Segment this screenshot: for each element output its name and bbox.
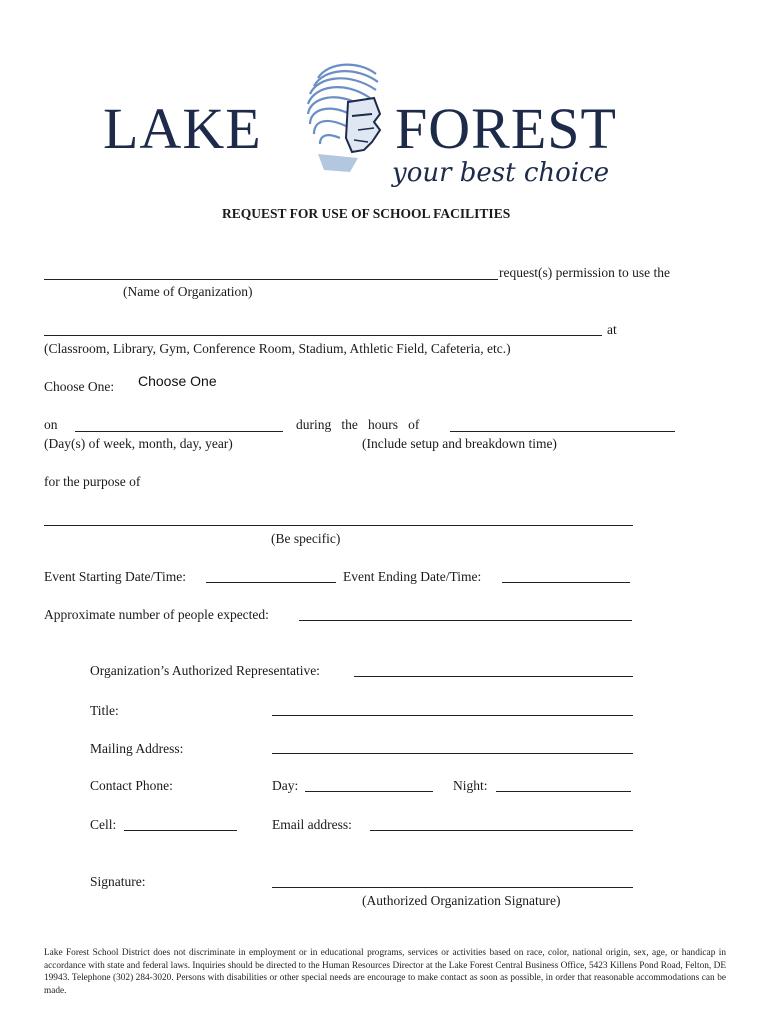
choose-one-label: Choose One: [44, 379, 115, 394]
mailing-address-field[interactable] [272, 753, 633, 754]
cell-field[interactable] [124, 830, 237, 831]
request-permission-text: request(s) permission to use the [499, 265, 670, 280]
cell-label: Cell: [90, 817, 117, 832]
event-start-label: Event Starting Date/Time: [44, 569, 186, 584]
title-label: Title: [90, 703, 119, 718]
facility-caption: (Classroom, Library, Gym, Conference Room, Stadium, Athletic Field, Cafeteria, etc.) [44, 341, 511, 356]
event-end-label: Event Ending Date/Time: [343, 569, 482, 584]
representative-label: Organization’s Authorized Representative: [90, 663, 320, 678]
email-field[interactable] [370, 830, 633, 831]
organization-caption: (Name of Organization) [123, 284, 253, 299]
dates-field[interactable] [75, 431, 283, 432]
purpose-caption: (Be specific) [271, 531, 341, 546]
email-label: Email address: [272, 817, 352, 832]
event-end-field[interactable] [502, 582, 630, 583]
at-label: at [607, 322, 617, 337]
signature-caption: (Authorized Organization Signature) [362, 893, 561, 908]
logo-word-forest: FOREST [395, 96, 617, 161]
facility-field[interactable] [44, 335, 602, 336]
day-phone-field[interactable] [305, 791, 433, 792]
representative-field[interactable] [354, 676, 633, 677]
organization-name-field[interactable] [44, 279, 498, 280]
title-field[interactable] [272, 715, 633, 716]
choose-one-dropdown[interactable]: Choose One [138, 373, 217, 389]
contact-phone-label: Contact Phone: [90, 778, 173, 793]
purpose-label: for the purpose of [44, 474, 141, 489]
day-phone-label: Day: [272, 778, 299, 793]
logo-tagline: your best choice [392, 158, 610, 188]
form-title: REQUEST FOR USE OF SCHOOL FACILITIES [222, 206, 511, 221]
on-label: on [44, 417, 58, 432]
signature-field[interactable] [272, 887, 633, 888]
purpose-field[interactable] [44, 525, 633, 526]
hours-caption: (Include setup and breakdown time) [362, 436, 557, 451]
mailing-address-label: Mailing Address: [90, 741, 184, 756]
nondiscrimination-notice: Lake Forest School District does not discriminate in employment or in educational programs, services or activities based on race, color, national origin, sex, age, or handicap in accordance with state and federal laws. Inquiries should be directed to the Human Resources Director at the Lake Forest Central Business Office, 5423 Killens Pond Road, Felton, DE 19943. Telephone (302) 284-3020. Persons with disabilities or other special needs are encourage to make contact as soon as possible, in order that reasonable accommodations can be made. [44, 948, 726, 996]
spartan-helmet-icon [288, 58, 388, 178]
event-start-field[interactable] [206, 582, 336, 583]
logo-word-lake: LAKE [103, 96, 262, 161]
signature-label: Signature: [90, 874, 146, 889]
dates-caption: (Day(s) of week, month, day, year) [44, 436, 233, 451]
during-hours-label: during the hours of [296, 417, 420, 432]
night-phone-field[interactable] [496, 791, 631, 792]
hours-field[interactable] [450, 431, 675, 432]
night-phone-label: Night: [453, 778, 488, 793]
people-field[interactable] [299, 620, 632, 621]
people-label: Approximate number of people expected: [44, 607, 269, 622]
